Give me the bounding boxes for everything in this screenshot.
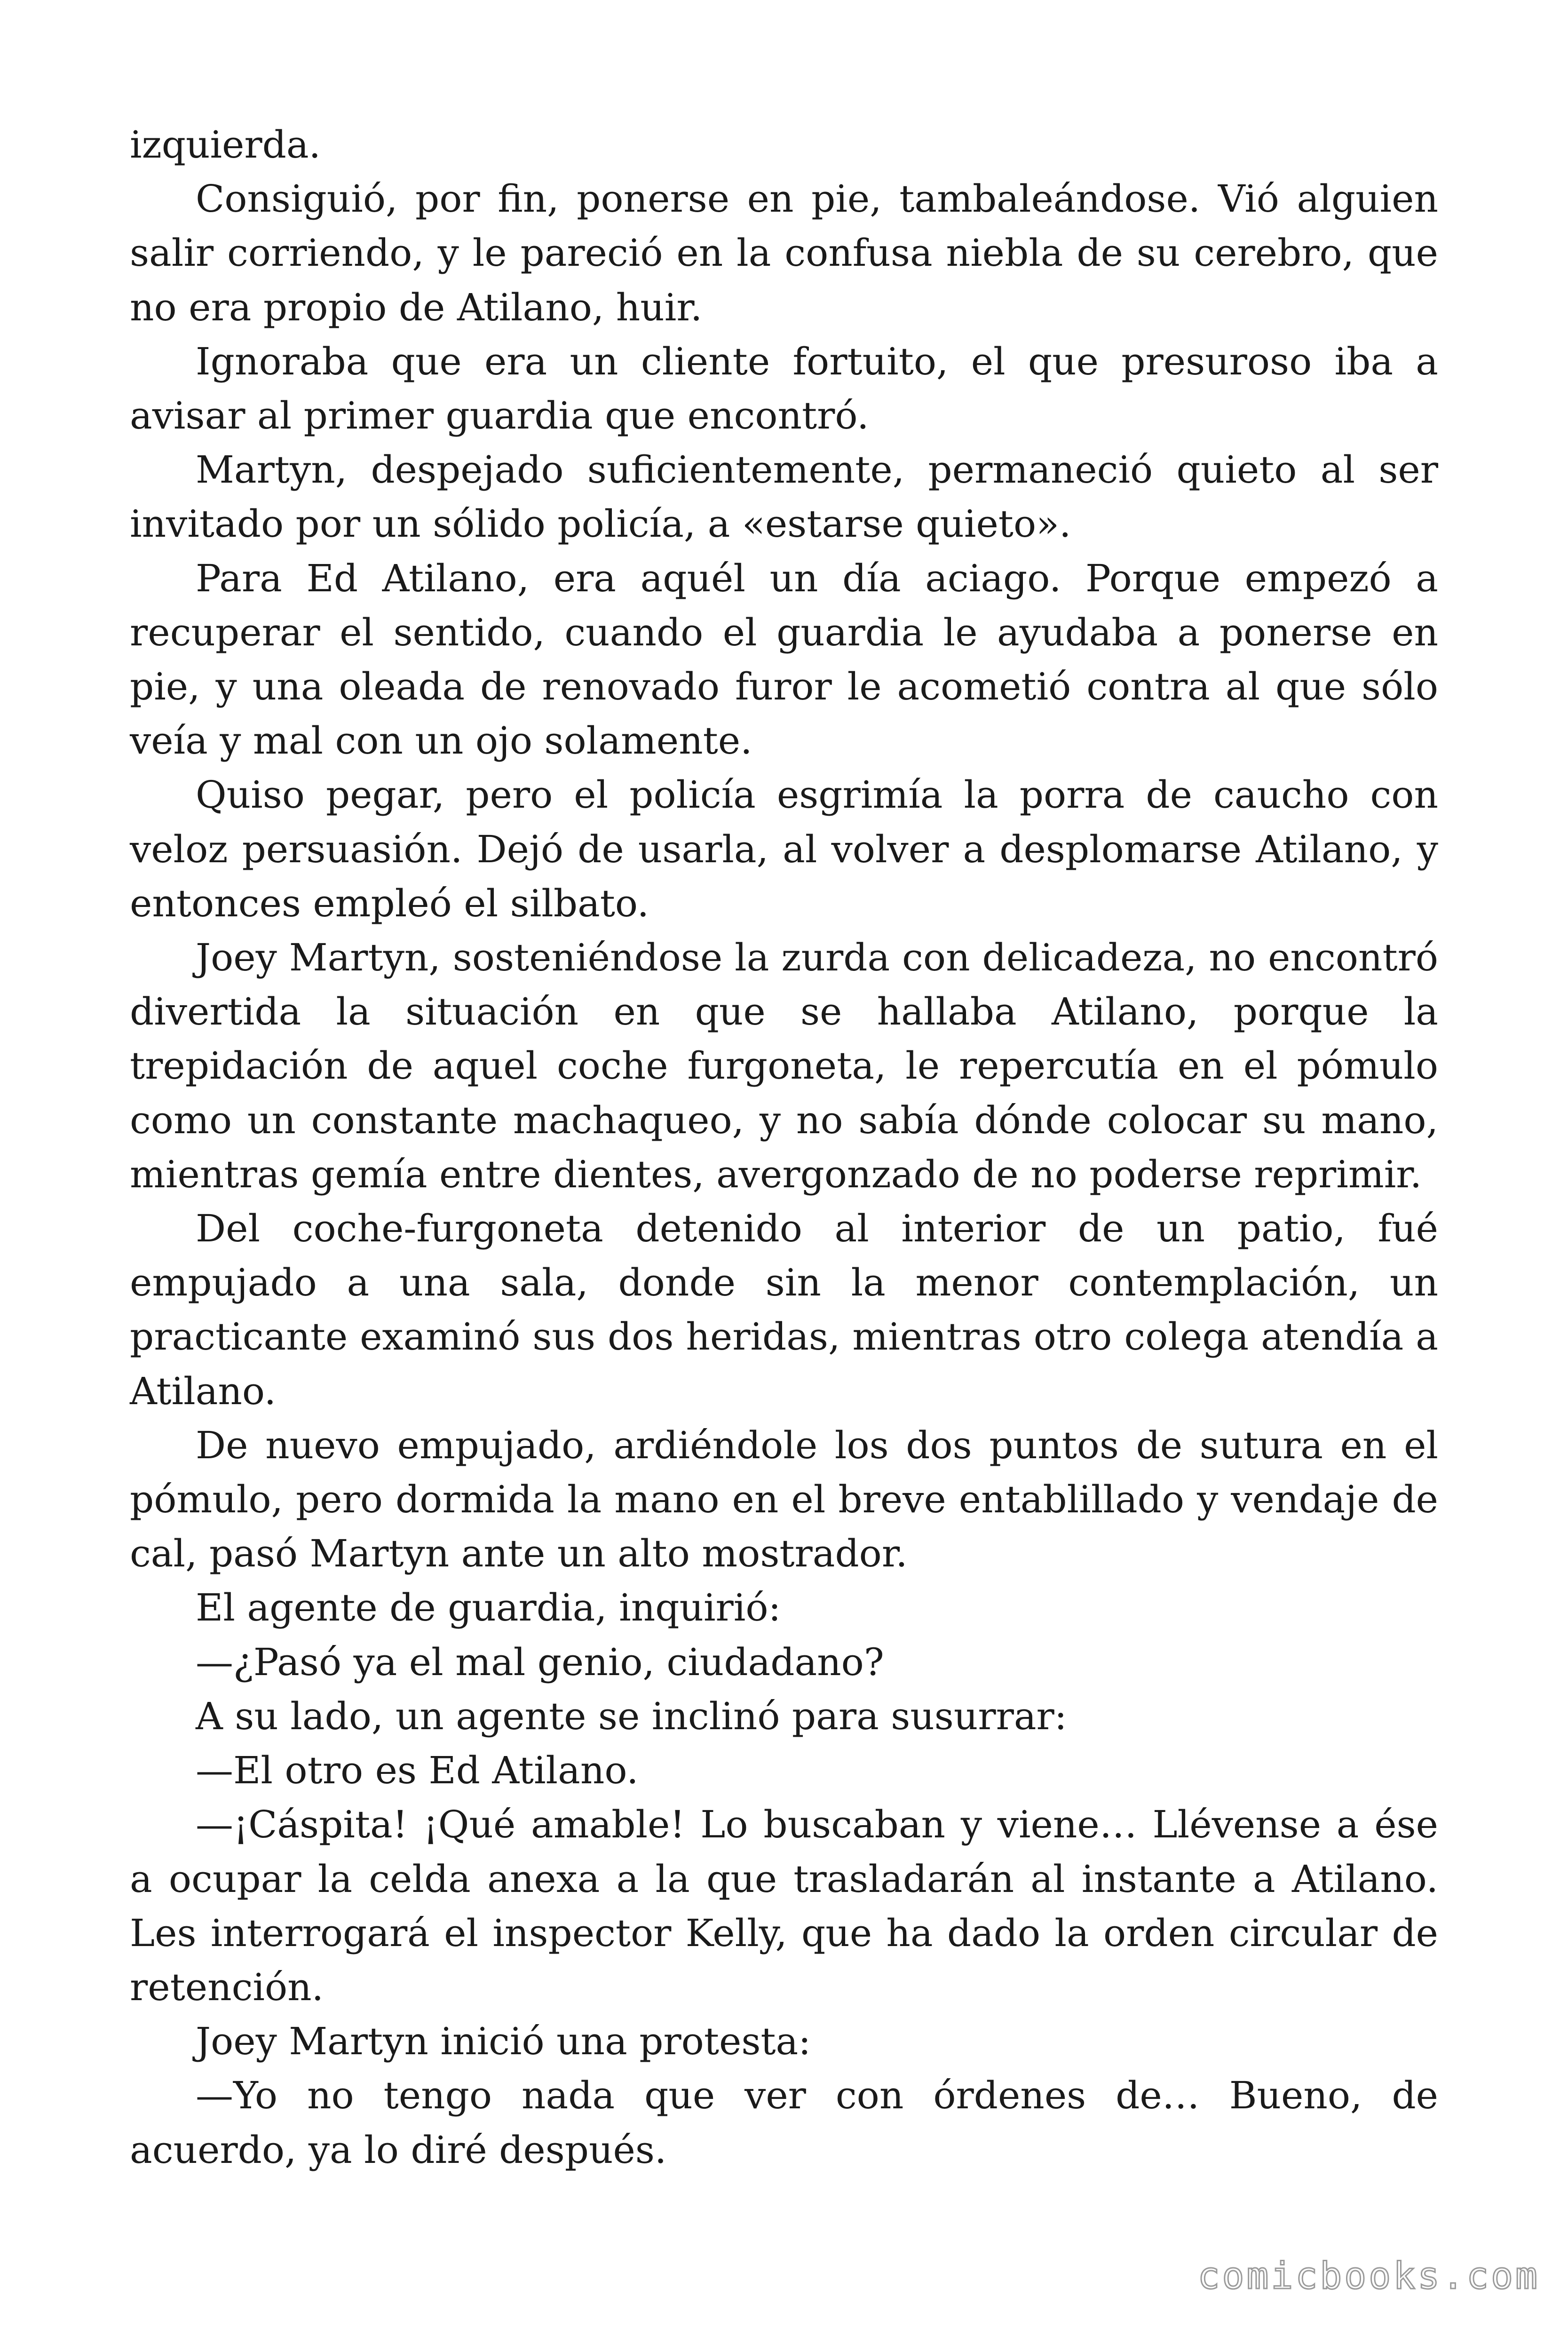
paragraph: De nuevo empujado, ardiéndole los dos puntos de sutura en el pómulo, pero dormida la mano en el breve entablillado y vendaje de cal, pasó Martyn ante un alto mostrador. xyxy=(130,1423,1438,1576)
paragraph: Ignoraba que era un cliente fortuito, el que presuroso iba a avisar al primer guardia que encontró. xyxy=(130,339,1438,438)
paragraph: Del coche-furgoneta detenido al interior de un patio, fué empujado a una sala, donde sin la menor contemplación, un practicante examinó sus dos heridas, mientras otro colega atendía a Atilano. xyxy=(130,1207,1438,1413)
paragraph: A su lado, un agente se inclinó para susurrar: xyxy=(196,1694,1067,1738)
dialogue-line: —¡Cáspita! ¡Qué amable! Lo buscaban y viene… Llévense a ése a ocupar la celda anexa a la que trasladarán al instante a Atilano. Les interrogará el inspector Kelly, que ha dado la orden circular de retención. xyxy=(130,1803,1438,2009)
paragraph: Consiguió, por fin, ponerse en pie, tambaleándose. Vió alguien salir corriendo, y le pareció en la confusa niebla de su cerebro, que no era propio de Atilano, huir. xyxy=(130,177,1438,329)
body-text xyxy=(130,118,1438,2177)
watermark-logo: comicbooks.com xyxy=(1197,2255,1540,2297)
paragraph: Joey Martyn inició una protesta: xyxy=(196,2019,811,2064)
paragraph: Martyn, despejado suficientemente, permaneció quieto al ser invitado por un sólido policía, a «estarse quieto». xyxy=(130,448,1438,546)
paragraph-continuation: izquierda. xyxy=(130,123,321,167)
dialogue-line: —El otro es Ed Atilano. xyxy=(196,1748,639,1793)
paragraph: Para Ed Atilano, era aquél un día aciago. Porque empezó a recuperar el sentido, cuando el guardia le ayudaba a ponerse en pie, y una oleada de renovado furor le acometió contra al que sólo veía y mal con un ojo solamente. xyxy=(130,556,1438,763)
paragraph: Joey Martyn, sosteniéndose la zurda con delicadeza, no encontró divertida la situación en que se hallaba Atilano, porque la trepidación de aquel coche furgoneta, le repercutía en el pómulo como un constante machaqueo, y no sabía dónde colocar su mano, mientras gemía entre dientes, avergonzado de no poderse reprimir. xyxy=(130,936,1438,1196)
dialogue-line: —Yo no tengo nada que ver con órdenes de… Bueno, de acuerdo, ya lo diré después. xyxy=(130,2074,1438,2172)
paragraph: El agente de guardia, inquirió: xyxy=(196,1586,781,1630)
paragraph: Quiso pegar, pero el policía esgrimía la porra de caucho con veloz persuasión. Dejó de usarla, al volver a desplomarse Atilano, y entonces empleó el silbato. xyxy=(130,773,1438,925)
dialogue-line: —¿Pasó ya el mal genio, ciudadano? xyxy=(196,1640,884,1684)
